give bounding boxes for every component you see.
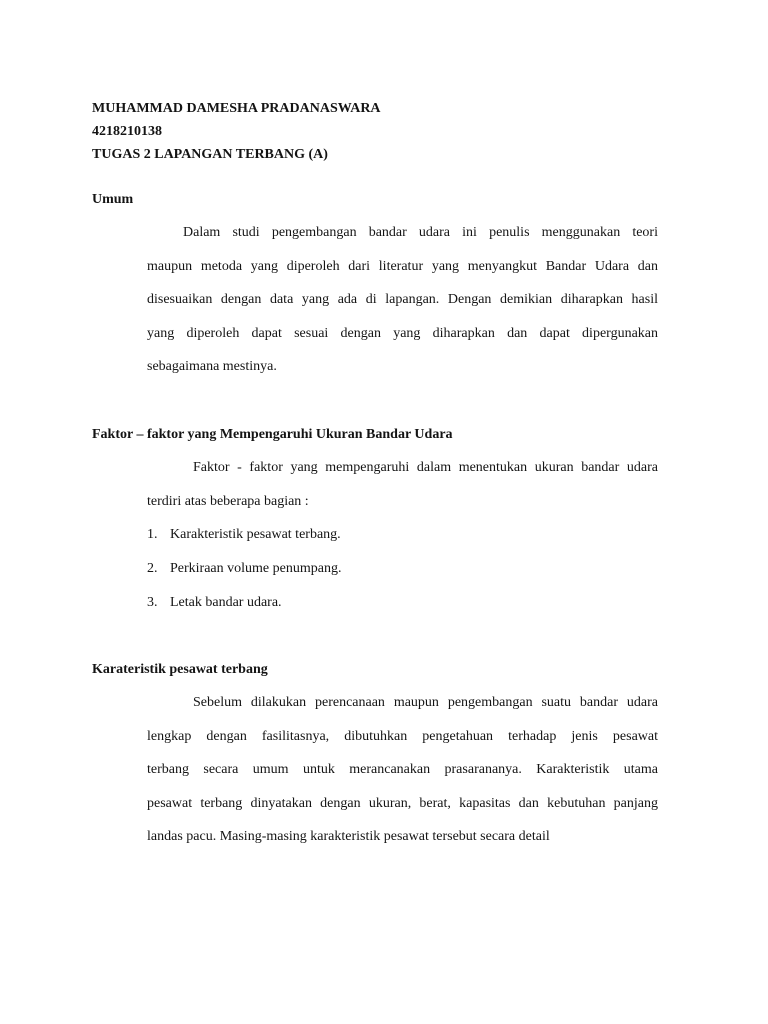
list-number: 2.	[147, 561, 158, 576]
student-id: 4218210138	[92, 124, 162, 139]
list-item	[147, 527, 341, 543]
list-item	[147, 561, 341, 577]
list-item	[147, 595, 282, 611]
assignment-title: TUGAS 2 LAPANGAN TERBANG (A)	[92, 147, 328, 162]
list-number: 1.	[147, 527, 158, 542]
author-name: MUHAMMAD DAMESHA PRADANASWARA	[92, 101, 381, 116]
paragraph-line: Dalam studi pengembangan bandar udara ini penulis menggunakan teori	[183, 225, 658, 240]
paragraph-line: yang diperoleh dapat sesuai dengan yang diharapkan dan dapat dipergunakan	[147, 326, 658, 341]
list-number: 3.	[147, 595, 158, 610]
paragraph-line: terdiri atas beberapa bagian :	[147, 494, 309, 509]
section-heading-karakteristik: Karateristik pesawat terbang	[92, 662, 268, 677]
list-text: Perkiraan volume penumpang.	[170, 561, 342, 576]
paragraph-line: landas pacu. Masing-masing karakteristik pesawat tersebut secara detail	[147, 829, 550, 844]
section-heading-umum: Umum	[92, 192, 134, 207]
paragraph-line: maupun metoda yang diperoleh dari literatur yang menyangkut Bandar Udara dan	[147, 259, 658, 274]
paragraph-line: disesuaikan dengan data yang ada di lapangan. Dengan demikian diharapkan hasil	[147, 292, 658, 307]
section-heading-faktor: Faktor – faktor yang Mempengaruhi Ukuran Bandar Udara	[92, 427, 453, 442]
list-text: Karakteristik pesawat terbang.	[170, 527, 341, 542]
paragraph-line: sebagaimana mestinya.	[147, 359, 277, 374]
paragraph-line: terbang secara umum untuk merancanakan prasarananya. Karakteristik utama	[147, 762, 658, 777]
paragraph-line: Sebelum dilakukan perencanaan maupun pengembangan suatu bandar udara	[193, 695, 658, 710]
list-text: Letak bandar udara.	[170, 595, 282, 610]
paragraph-line: Faktor - faktor yang mempengaruhi dalam menentukan ukuran bandar udara	[193, 460, 658, 475]
paragraph-line: pesawat terbang dinyatakan dengan ukuran, berat, kapasitas dan kebutuhan panjang	[147, 796, 658, 811]
paragraph-line: lengkap dengan fasilitasnya, dibutuhkan pengetahuan terhadap jenis pesawat	[147, 729, 658, 744]
